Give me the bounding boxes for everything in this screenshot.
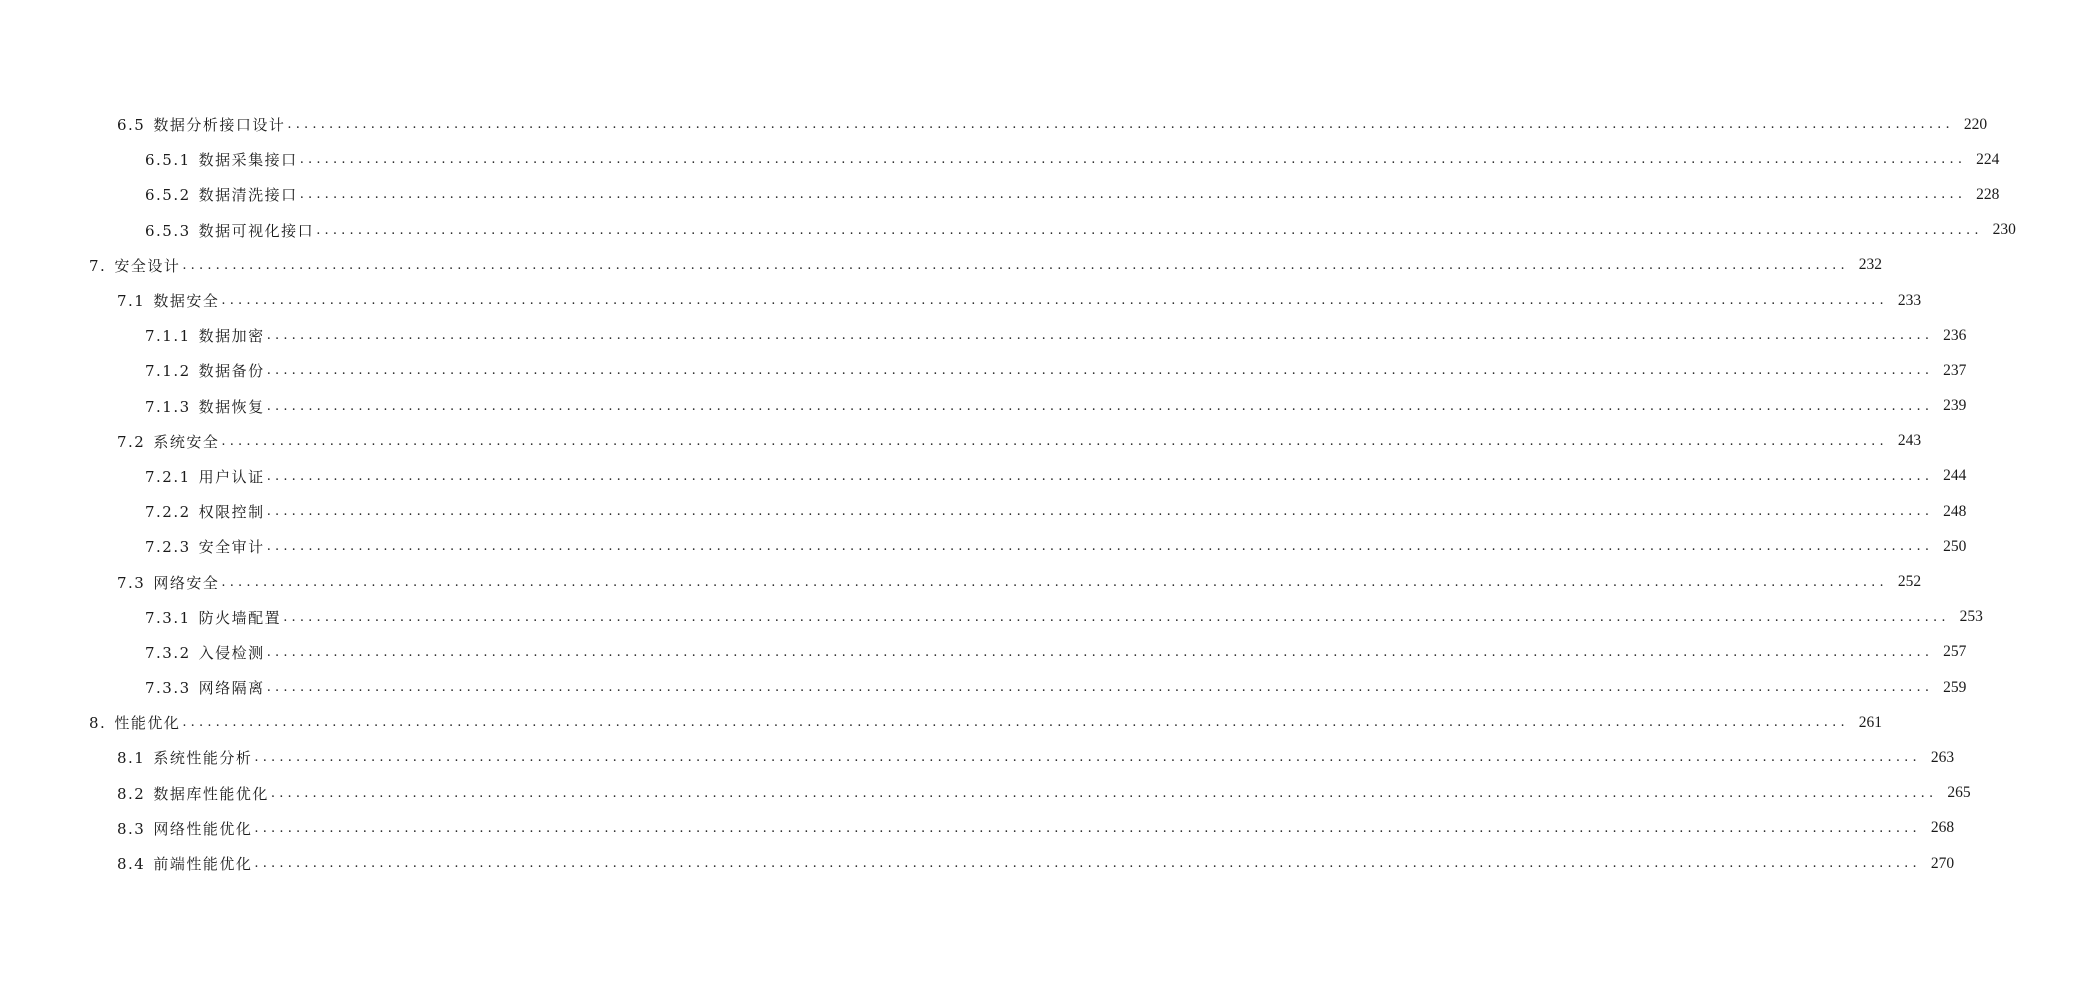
toc-page-number: 253	[1959, 608, 1983, 626]
toc-entry-title: 数据恢复	[198, 397, 265, 416]
toc-entry-title: 数据安全	[153, 292, 220, 311]
toc-entry-number: 8.	[89, 714, 107, 733]
toc-entry-label	[117, 747, 254, 768]
dot-leader: ........................................................................................................................................................................................................	[182, 257, 1849, 273]
toc-page-number: 220	[1963, 115, 1988, 133]
toc-entry[interactable]	[0, 529, 1967, 564]
dot-leader: ........................................................................................................................................................................................................	[266, 680, 1934, 696]
dot-leader: ........................................................................................................................................................................................................	[221, 293, 1888, 309]
toc-entry-title: 系统性能分析	[153, 749, 253, 768]
toc-page-number: 243	[1897, 432, 1922, 450]
toc-entry-label	[145, 149, 300, 170]
toc-entry-number: 7.3.2	[145, 643, 191, 662]
dot-leader: ........................................................................................................................................................................................................	[254, 750, 1921, 766]
toc-page-number: 268	[1930, 819, 1955, 837]
toc-entry[interactable]	[0, 740, 1955, 775]
toc-entry-label	[145, 360, 267, 381]
toc-entry[interactable]	[0, 283, 1922, 318]
toc-page-number: 259	[1943, 678, 1967, 696]
toc-entry-title: 数据分析接口设计	[153, 116, 286, 135]
toc-entry-number: 7.3.1	[145, 608, 191, 627]
toc-entry-number: 7.1.3	[145, 397, 191, 416]
toc-entry-label	[117, 783, 271, 804]
toc-entry-number: 6.5.1	[145, 151, 191, 170]
dot-leader: ........................................................................................................................................................................................................	[254, 856, 1921, 872]
toc-entry-label	[145, 184, 300, 205]
toc-entry-label	[145, 325, 267, 346]
toc-entry[interactable]	[0, 670, 1967, 705]
toc-entry[interactable]	[0, 635, 1967, 670]
dot-leader: ........................................................................................................................................................................................................	[283, 609, 1950, 625]
toc-page-number: 265	[1947, 784, 1971, 802]
toc-entry-number: 8.1	[117, 749, 146, 768]
toc-entry-label	[145, 536, 267, 557]
toc-entry[interactable]	[0, 846, 1955, 881]
toc-entry-label	[145, 642, 267, 663]
toc-entry-label	[145, 677, 267, 698]
dot-leader: ........................................................................................................................................................................................................	[266, 328, 1934, 344]
toc-page-number: 250	[1943, 537, 1967, 555]
toc-page-number: 252	[1897, 573, 1922, 591]
toc-entry[interactable]	[0, 424, 1922, 459]
toc-entry-number: 7.	[89, 256, 107, 275]
toc-entry-label	[145, 466, 267, 487]
toc-entry-number: 6.5.2	[145, 186, 191, 205]
toc-entry-title: 网络性能优化	[153, 819, 253, 838]
toc-entry-label	[117, 818, 254, 839]
dot-leader: ........................................................................................................................................................................................................	[299, 152, 1967, 168]
dot-leader: ........................................................................................................................................................................................................	[270, 785, 1938, 801]
toc-page-number: 224	[1976, 150, 2000, 168]
toc-entry[interactable]	[0, 142, 2000, 177]
toc-entry-label	[89, 255, 182, 276]
toc-entry[interactable]	[0, 248, 1883, 283]
toc-entry-title: 安全审计	[198, 538, 265, 557]
toc-entry-label	[145, 220, 316, 241]
dot-leader: ........................................................................................................................................................................................................	[266, 398, 1934, 414]
dot-leader: ........................................................................................................................................................................................................	[266, 468, 1934, 484]
toc-entry-title: 权限控制	[198, 503, 265, 522]
toc-page-number: 263	[1930, 748, 1955, 766]
toc-entry-label	[117, 114, 287, 135]
toc-entry-number: 7.2	[117, 432, 146, 451]
dot-leader: ........................................................................................................................................................................................................	[221, 574, 1888, 590]
toc-entry[interactable]	[0, 494, 1967, 529]
toc-entry-title: 数据清洗接口	[198, 186, 298, 205]
toc-entry-label	[89, 712, 182, 733]
toc-entry[interactable]	[0, 318, 1967, 353]
toc-entry-label	[145, 607, 283, 628]
toc-entry[interactable]	[0, 564, 1922, 599]
toc-entry-number: 7.1.1	[145, 327, 191, 346]
toc-page-number: 232	[1858, 256, 1883, 274]
toc-entry-number: 7.3	[117, 573, 146, 592]
toc-entry-number: 7.3.3	[145, 679, 191, 698]
toc-entry-title: 数据采集接口	[198, 151, 298, 170]
dot-leader: ........................................................................................................................................................................................................	[221, 433, 1888, 449]
toc-entry-number: 7.1.2	[145, 362, 191, 381]
toc-page-number: 244	[1943, 467, 1967, 485]
dot-leader: ........................................................................................................................................................................................................	[287, 117, 1954, 133]
dot-leader: ........................................................................................................................................................................................................	[266, 504, 1934, 520]
toc-entry-title: 前端性能优化	[153, 855, 253, 874]
toc-page-number: 230	[1992, 221, 2016, 239]
dot-leader: ........................................................................................................................................................................................................	[266, 644, 1934, 660]
toc-entry-label	[117, 853, 254, 874]
dot-leader: ........................................................................................................................................................................................................	[266, 539, 1934, 555]
toc-entry[interactable]	[0, 177, 2000, 212]
toc-entry-number: 7.2.3	[145, 538, 191, 557]
toc-entry-title: 数据备份	[198, 362, 265, 381]
toc-entry-label	[117, 572, 221, 593]
dot-leader: ........................................................................................................................................................................................................	[182, 715, 1849, 731]
toc-entry-label	[145, 396, 267, 417]
toc-entry[interactable]	[0, 389, 1967, 424]
toc-entry[interactable]	[0, 353, 1967, 388]
toc-entry-number: 8.2	[117, 784, 146, 803]
toc-page-number: 270	[1930, 854, 1955, 872]
toc-entry-title: 数据加密	[198, 327, 265, 346]
toc-entry-title: 数据可视化接口	[198, 221, 315, 240]
dot-leader: ........................................................................................................................................................................................................	[254, 820, 1921, 836]
toc-entry[interactable]	[0, 811, 1955, 846]
toc-entry[interactable]	[0, 213, 2016, 248]
toc-entry-number: 8.3	[117, 819, 146, 838]
toc-entry-title: 安全设计	[114, 256, 181, 275]
toc-page-number: 236	[1943, 326, 1967, 344]
toc-entry-number: 7.1	[117, 292, 146, 311]
toc-entry-title: 系统安全	[153, 432, 220, 451]
toc-entry-number: 8.4	[117, 855, 146, 874]
dot-leader: ........................................................................................................................................................................................................	[316, 222, 1983, 238]
toc-page-number: 248	[1943, 502, 1967, 520]
toc-entry-number: 7.2.2	[145, 503, 191, 522]
toc-page-number: 237	[1943, 361, 1967, 379]
toc-entry-label	[117, 431, 221, 452]
toc-entry-title: 网络安全	[153, 573, 220, 592]
toc-page-number: 257	[1943, 643, 1967, 661]
toc-page-number: 228	[1976, 185, 2000, 203]
toc-page-number: 233	[1897, 291, 1922, 309]
toc-entry[interactable]	[0, 705, 1883, 740]
toc-entry[interactable]	[0, 600, 1983, 635]
toc-entry[interactable]	[0, 107, 1988, 142]
toc-entry-number: 6.5	[117, 116, 146, 135]
toc-entry-title: 性能优化	[114, 714, 181, 733]
toc-entry-title: 数据库性能优化	[153, 784, 269, 803]
toc-entry[interactable]	[0, 459, 1967, 494]
toc-entry-label	[145, 501, 267, 522]
toc-entry-label	[117, 290, 221, 311]
toc-entry-title: 用户认证	[198, 467, 265, 486]
dot-leader: ........................................................................................................................................................................................................	[266, 363, 1934, 379]
toc-entry-title: 入侵检测	[198, 643, 265, 662]
toc-entry[interactable]	[0, 776, 1971, 811]
table-of-contents	[0, 107, 2016, 881]
toc-page-number: 261	[1858, 713, 1883, 731]
toc-entry-title: 网络隔离	[198, 679, 265, 698]
toc-entry-number: 6.5.3	[145, 221, 191, 240]
toc-entry-number: 7.2.1	[145, 467, 191, 486]
toc-entry-title: 防火墙配置	[198, 608, 282, 627]
toc-page-number: 239	[1943, 397, 1967, 415]
dot-leader: ........................................................................................................................................................................................................	[299, 187, 1967, 203]
